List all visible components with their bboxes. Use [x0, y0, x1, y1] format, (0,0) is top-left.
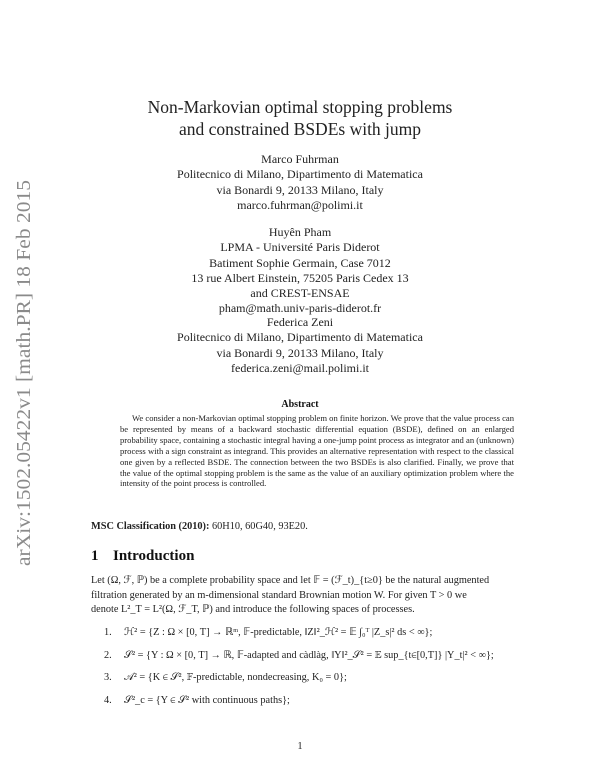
list-item-text: ℋ² = {Z : Ω × [0, T] → ℝᵐ, 𝔽-predictable, ‖Z‖²_ℋ² = 𝔼 ∫₀ᵀ |Z_s|² ds < ∞}; — [124, 627, 433, 638]
abstract-text: We consider a non-Markovian optimal stopping problem on finite horizon. We prove that the value process can be represented by means of a backward stochastic differential equation (BSDE), defined on an enlarged probability space, containing a stochastic integral having a one-jump point process as integrator and an (unknown) process with a sign constraint as integrand. This provides an alternative representation with respect to the classical one given by a reflected BSDE. The connection between the two BSDEs is also clarified. Finally, we prove that the value of the optimal stopping problem is the same as the value of an auxiliary optimization problem where the intensity of the point process is controlled. — [120, 413, 514, 489]
list-item — [104, 626, 524, 638]
paper-title — [0, 96, 600, 140]
intro-line: Let (Ω, ℱ, ℙ) be a complete probability space and let 𝔽 = (ℱ_t)_{t≥0} be the natural augmented — [91, 575, 490, 586]
list-item — [104, 649, 524, 662]
author-name: Federica Zeni — [266, 315, 334, 329]
msc-value: 60H10, 60G40, 93E20. — [211, 521, 308, 532]
msc-classification — [91, 521, 521, 532]
list-item-text: 𝒮²_c = {Y ∈ 𝒮² with continuous paths}; — [124, 695, 290, 706]
author-block-1 — [0, 152, 600, 213]
arxiv-watermark-text: arXiv:1502.05422v1 [math.PR] 18 Feb 2015 — [14, 216, 35, 566]
list-item-number: 4. — [104, 695, 112, 706]
author-email: federica.zeni@mail.polimi.it — [231, 360, 369, 375]
list-item — [104, 672, 524, 684]
author-block-3 — [0, 315, 600, 376]
intro-line: denote L²_T = L²(Ω, ℱ_T, ℙ) and introduce the following spaces of processes. — [91, 604, 415, 615]
author-block-2 — [0, 225, 600, 317]
author-email: marco.fuhrman@polimi.it — [237, 197, 363, 212]
list-item — [104, 695, 524, 707]
author-address: Batiment Sophie Germain, Case 7012 — [209, 255, 391, 270]
intro-line: filtration generated by an m-dimensional standard Brownian motion W. For given T > 0 we — [91, 589, 467, 601]
author-affiliation: Politecnico di Milano, Dipartimento di Matematica — [177, 330, 423, 345]
author-affiliation: Politecnico di Milano, Dipartimento di Matematica — [177, 167, 423, 182]
author-affiliation: and CREST-ENSAE — [250, 286, 350, 301]
author-address: via Bonardi 9, 20133 Milano, Italy — [216, 182, 384, 197]
author-name: Marco Fuhrman — [261, 152, 339, 166]
author-affiliation: LPMA - Université Paris Diderot — [220, 240, 380, 255]
page-number: 1 — [297, 741, 303, 752]
intro-paragraph — [91, 574, 511, 618]
msc-label: MSC Classification (2010): — [91, 521, 210, 532]
abstract-heading: Abstract — [281, 399, 319, 410]
author-address: 13 rue Albert Einstein, 75205 Paris Cedex 13 — [191, 270, 409, 285]
list-item-text: 𝒜² = {K ∈ 𝒮², 𝔽-predictable, nondecreasing, K₀ = 0}; — [124, 672, 347, 683]
section-title: Introduction — [113, 548, 195, 564]
list-item-number: 1. — [104, 627, 112, 638]
author-email: pham@math.univ-paris-diderot.fr — [218, 301, 382, 316]
list-item-text: 𝒮² = {Y : Ω × [0, T] → ℝ, 𝔽-adapted and càdlàg, ‖Y‖²_𝒮² = 𝔼 sup_{t∈[0,T]} |Y_t|² < ∞}; — [124, 650, 494, 661]
section-number: 1 — [91, 548, 99, 564]
author-address: via Bonardi 9, 20133 Milano, Italy — [216, 345, 384, 360]
list-item-number: 2. — [104, 650, 112, 661]
title-line-1: Non-Markovian optimal stopping problems — [147, 97, 453, 117]
author-name: Huyên Pham — [268, 225, 332, 239]
section-heading — [91, 548, 194, 565]
list-item-number: 3. — [104, 672, 112, 683]
title-line-2: and constrained BSDEs with jump — [178, 119, 422, 139]
